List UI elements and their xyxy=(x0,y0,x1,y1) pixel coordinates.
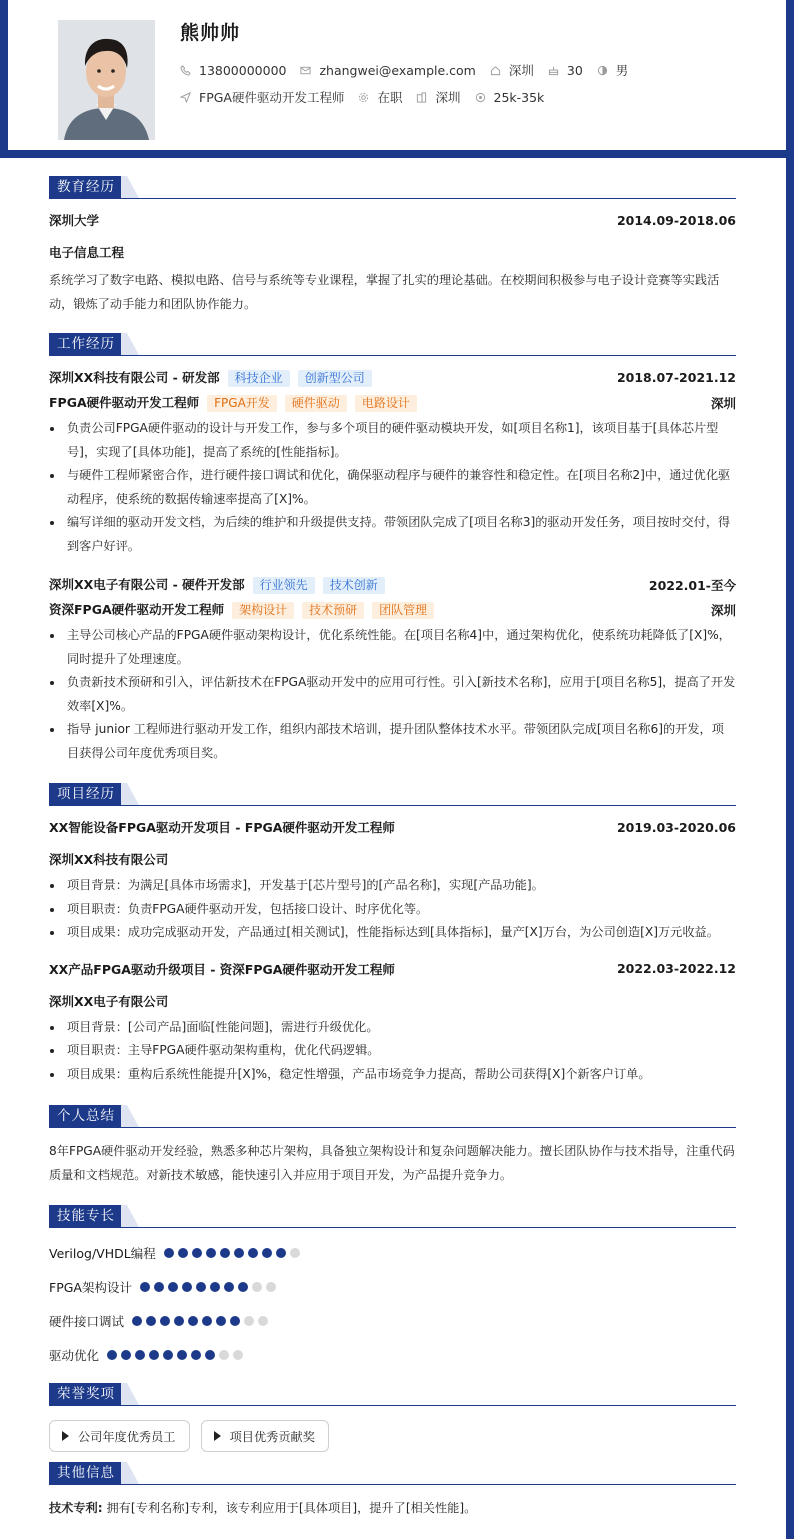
skill-dot-filled xyxy=(206,1248,216,1258)
section-header-skills xyxy=(49,1205,736,1228)
email-text: zhangwei@example.com xyxy=(319,62,476,78)
age-item xyxy=(548,63,583,78)
skill-dot-filled xyxy=(224,1282,234,1292)
skill-dot-filled xyxy=(107,1350,117,1360)
section-tail-decoration xyxy=(121,176,141,198)
section-header-awards xyxy=(49,1383,736,1406)
section-title: 技能专长 xyxy=(49,1205,127,1227)
project-title-row xyxy=(49,818,736,836)
company-group xyxy=(49,368,372,387)
skill-dot-empty xyxy=(266,1282,276,1292)
skill-name: FPGA架构设计 xyxy=(49,1280,132,1295)
salary-text: 25k-35k xyxy=(493,89,545,105)
section-tail-decoration xyxy=(121,1462,141,1484)
skill-level-dots xyxy=(132,1314,272,1329)
skill-dot-filled xyxy=(248,1248,258,1258)
gender-text: 男 xyxy=(615,63,629,78)
skill-level-dots xyxy=(107,1348,247,1363)
send-icon xyxy=(180,92,191,103)
skill-dot-filled xyxy=(146,1316,156,1326)
section-tail-decoration xyxy=(121,1383,141,1405)
education-description: 系统学习了数字电路、模拟电路、信号与系统等专业课程，掌握了扎实的理论基础。在校期间积极参与电子设计竞赛等实践活动，锻炼了动手能力和团队协作能力。 xyxy=(49,273,720,311)
skill-level-dots xyxy=(140,1280,280,1295)
email-item xyxy=(300,63,475,78)
award-badge xyxy=(49,1420,190,1452)
section-header-work xyxy=(49,333,736,356)
status-text: 在职 xyxy=(377,90,403,105)
skill-name: 驱动优化 xyxy=(49,1348,100,1363)
position-item xyxy=(180,88,344,106)
section-tail-decoration xyxy=(121,783,141,805)
gender-item xyxy=(597,61,629,79)
role-group xyxy=(49,600,434,619)
project-entry xyxy=(49,960,736,1087)
list-item: 主导公司核心产品的FPGA硬件驱动架构设计，优化系统性能。在[项目名称4]中，通过架构优化，使系统功耗降低了[X]%，同时提升了处理速度。 xyxy=(49,624,736,671)
skill-dot-filled xyxy=(191,1350,201,1360)
work-company-row xyxy=(49,368,736,387)
skill-dot-filled xyxy=(262,1248,272,1258)
mail-icon xyxy=(300,65,311,76)
phone-icon xyxy=(180,65,191,76)
gear-icon xyxy=(358,92,369,103)
role-tag: 团队管理 xyxy=(372,602,434,619)
work-company-row xyxy=(49,575,736,594)
skill-name: Verilog/VHDL编程 xyxy=(49,1246,156,1261)
skill-dot-empty xyxy=(219,1350,229,1360)
section-header-projects xyxy=(49,783,736,806)
education-header-row xyxy=(49,211,736,229)
company-tag: 技术创新 xyxy=(323,577,385,594)
school-name: 深圳大学 xyxy=(49,213,100,228)
role-name: 资深FPGA硬件驱动开发工程师 xyxy=(49,602,225,617)
skill-dot-filled xyxy=(163,1350,173,1360)
contact-row xyxy=(180,61,642,79)
phone-text: 13800000000 xyxy=(199,62,287,78)
company-tag: 创新型公司 xyxy=(298,370,372,387)
award-label: 项目优秀贡献奖 xyxy=(229,1429,315,1444)
skill-dot-filled xyxy=(160,1316,170,1326)
role-tag: FPGA开发 xyxy=(207,395,277,412)
phone-item xyxy=(180,63,286,78)
list-item: 项目职责：负责FPGA硬件驱动开发，包括接口设计、时序优化等。 xyxy=(49,898,736,922)
major-name: 电子信息工程 xyxy=(49,245,125,260)
skill-dot-filled xyxy=(177,1350,187,1360)
job-intent-row xyxy=(180,88,558,106)
role-name: FPGA硬件驱动开发工程师 xyxy=(49,395,200,410)
building-icon xyxy=(416,92,427,103)
skill-dot-filled xyxy=(234,1248,244,1258)
education-period: 2014.09-2018.06 xyxy=(616,212,736,228)
cake-icon xyxy=(548,65,559,76)
project-entry xyxy=(49,818,736,945)
work-entry xyxy=(49,575,736,765)
work-location: 深圳 xyxy=(710,602,736,618)
section-title: 工作经历 xyxy=(49,333,127,355)
list-item: 指导 junior 工程师进行驱动开发工作，组织内部技术培训，提升团队整体技术水平。带领团队完成[项目名称6]的开发，项目获得公司年度优秀项目奖。 xyxy=(49,718,736,765)
avatar xyxy=(58,20,155,140)
city-item xyxy=(490,61,534,79)
work-period: 2018.07-2021.12 xyxy=(616,370,736,385)
work-period: 2022.01-至今 xyxy=(648,577,736,593)
other-label: 技术专利: xyxy=(49,1501,103,1515)
section-header-summary xyxy=(49,1105,736,1128)
section-title: 其他信息 xyxy=(49,1462,127,1484)
target-city-text: 深圳 xyxy=(435,90,461,105)
other-info xyxy=(49,1497,736,1521)
skill-dot-filled xyxy=(188,1316,198,1326)
skill-dot-filled xyxy=(149,1350,159,1360)
age-text: 30 xyxy=(566,62,583,78)
list-item: 负责新技术预研和引入，评估新技术在FPGA驱动开发中的应用可行性。引入[新技术名称]，应用于[项目名称5]，提高了开发效率[X]%。 xyxy=(49,671,736,718)
gender-icon xyxy=(597,65,608,76)
section-title: 荣誉奖项 xyxy=(49,1383,127,1405)
skill-dot-filled xyxy=(202,1316,212,1326)
project-title: XX智能设备FPGA驱动开发项目 - FPGA硬件驱动开发工程师 xyxy=(49,820,395,835)
city-text: 深圳 xyxy=(508,63,534,78)
skill-name: 硬件接口调试 xyxy=(49,1314,125,1329)
skill-dot-filled xyxy=(216,1316,226,1326)
skill-dot-empty xyxy=(233,1350,243,1360)
skill-dot-filled xyxy=(140,1282,150,1292)
project-title-row xyxy=(49,960,736,978)
skill-dot-empty xyxy=(244,1316,254,1326)
section-tail-decoration xyxy=(121,333,141,355)
summary-text: 8年FPGA硬件驱动开发经验，熟悉多种芯片架构，具备独立架构设计和复杂问题解决能力。擅长团队协作与技术指导，注重代码质量和文档规范。对新技术敏感，能快速引入并应用于项目开发，为产品提升竞争力。 xyxy=(49,1144,735,1182)
skill-dot-filled xyxy=(174,1316,184,1326)
company-tag: 行业领先 xyxy=(253,577,315,594)
awards-list xyxy=(49,1420,736,1452)
skill-dot-filled xyxy=(132,1316,142,1326)
target-city-item xyxy=(416,88,460,106)
work-bullets xyxy=(49,417,736,558)
list-item: 编写详细的驱动开发文档，为后续的维护和升级提供支持。带领团队完成了[项目名称3]的驱动开发任务，项目按时交付，得到客户好评。 xyxy=(49,511,736,558)
skill-level-dots xyxy=(164,1246,304,1261)
skill-dot-filled xyxy=(121,1350,131,1360)
company-name: 深圳XX电子有限公司 - 硬件开发部 xyxy=(49,577,245,592)
project-bullets xyxy=(49,874,736,945)
work-role-row xyxy=(49,600,736,619)
header-frame-right xyxy=(786,0,794,1539)
header-frame-left xyxy=(0,0,8,158)
list-item: 负责公司FPGA硬件驱动的设计与开发工作，参与多个项目的硬件驱动模块开发，如[项目名称1]，该项目基于[具体芯片型号]，实现了[具体功能]，提高了系统的[性能指标]。 xyxy=(49,417,736,464)
list-item: 项目成果：成功完成驱动开发，产品通过[相关测试]，性能指标达到[具体指标]，量产[X]万台，为公司创造[X]万元收益。 xyxy=(49,921,736,945)
skill-item xyxy=(49,1304,398,1338)
project-company: 深圳XX电子有限公司 xyxy=(49,993,169,1009)
work-bullets xyxy=(49,624,736,765)
candidate-name: 熊帅帅 xyxy=(180,22,241,44)
skill-dot-empty xyxy=(252,1282,262,1292)
skill-item xyxy=(49,1338,398,1372)
list-item: 项目成果：重构后系统性能提升[X]%，稳定性增强，产品市场竞争力提高，帮助公司获得[X]个新客户订单。 xyxy=(49,1063,736,1087)
section-title: 教育经历 xyxy=(49,176,127,198)
resume-content xyxy=(49,176,736,1521)
role-tag: 架构设计 xyxy=(232,602,294,619)
company-tag: 科技企业 xyxy=(228,370,290,387)
coin-icon xyxy=(475,92,486,103)
work-entry xyxy=(49,368,736,558)
section-tail-decoration xyxy=(121,1105,141,1127)
section-header-other xyxy=(49,1462,736,1485)
other-text: 拥有[专利名称]专利，该专利应用于[具体项目]，提升了[相关性能]。 xyxy=(106,1501,477,1515)
skill-dot-filled xyxy=(205,1350,215,1360)
skill-dot-filled xyxy=(196,1282,206,1292)
skill-item xyxy=(49,1270,398,1304)
skill-dot-empty xyxy=(290,1248,300,1258)
skill-dot-filled xyxy=(210,1282,220,1292)
project-bullets xyxy=(49,1016,736,1087)
salary-item xyxy=(475,90,545,105)
work-role-row xyxy=(49,393,736,412)
section-header-education xyxy=(49,176,736,199)
portrait-image xyxy=(58,20,155,140)
list-item: 与硬件工程师紧密合作，进行硬件接口调试和优化，确保驱动程序与硬件的兼容性和稳定性。在[项目名称2]中，通过优化驱动程序，使系统的数据传输速率提高了[X]%。 xyxy=(49,464,736,511)
section-tail-decoration xyxy=(121,1205,141,1227)
list-item: 项目职责：主导FPGA硬件驱动架构重构，优化代码逻辑。 xyxy=(49,1039,736,1063)
skill-dot-filled xyxy=(178,1248,188,1258)
position-text: FPGA硬件驱动开发工程师 xyxy=(199,90,345,105)
list-item: 项目背景：为满足[具体市场需求]，开发基于[芯片型号]的[产品名称]，实现[产品功能]。 xyxy=(49,874,736,898)
role-group xyxy=(49,393,417,412)
project-title: XX产品FPGA驱动升级项目 - 资深FPGA硬件驱动开发工程师 xyxy=(49,961,395,977)
skill-dot-filled xyxy=(164,1248,174,1258)
project-period: 2022.03-2022.12 xyxy=(616,961,736,976)
skill-dot-filled xyxy=(230,1316,240,1326)
skill-dot-filled xyxy=(220,1248,230,1258)
role-tag: 技术预研 xyxy=(302,602,364,619)
role-tag: 硬件驱动 xyxy=(285,395,347,412)
skill-dot-filled xyxy=(135,1350,145,1360)
skill-dot-filled xyxy=(182,1282,192,1292)
play-icon xyxy=(62,1431,69,1441)
company-group xyxy=(49,575,385,594)
company-name: 深圳XX科技有限公司 - 研发部 xyxy=(49,370,220,385)
award-label: 公司年度优秀员工 xyxy=(78,1429,176,1444)
award-badge xyxy=(201,1420,329,1452)
play-icon xyxy=(214,1431,221,1441)
skill-dot-filled xyxy=(238,1282,248,1292)
list-item: 项目背景：[公司产品]面临[性能问题]，需进行升级优化。 xyxy=(49,1016,736,1040)
skill-item xyxy=(49,1236,398,1270)
role-tag: 电路设计 xyxy=(355,395,417,412)
project-company: 深圳XX科技有限公司 xyxy=(49,852,169,867)
section-title: 项目经历 xyxy=(49,783,127,805)
project-period: 2019.03-2020.06 xyxy=(616,819,736,835)
skills-grid xyxy=(49,1236,736,1372)
skill-dot-filled xyxy=(154,1282,164,1292)
section-title: 个人总结 xyxy=(49,1105,127,1127)
skill-dot-filled xyxy=(276,1248,286,1258)
header-frame-bottom xyxy=(0,150,794,158)
work-location: 深圳 xyxy=(710,395,736,411)
status-item xyxy=(358,88,402,106)
skill-dot-filled xyxy=(168,1282,178,1292)
home-icon xyxy=(490,65,501,76)
skill-dot-empty xyxy=(258,1316,268,1326)
skill-dot-filled xyxy=(192,1248,202,1258)
